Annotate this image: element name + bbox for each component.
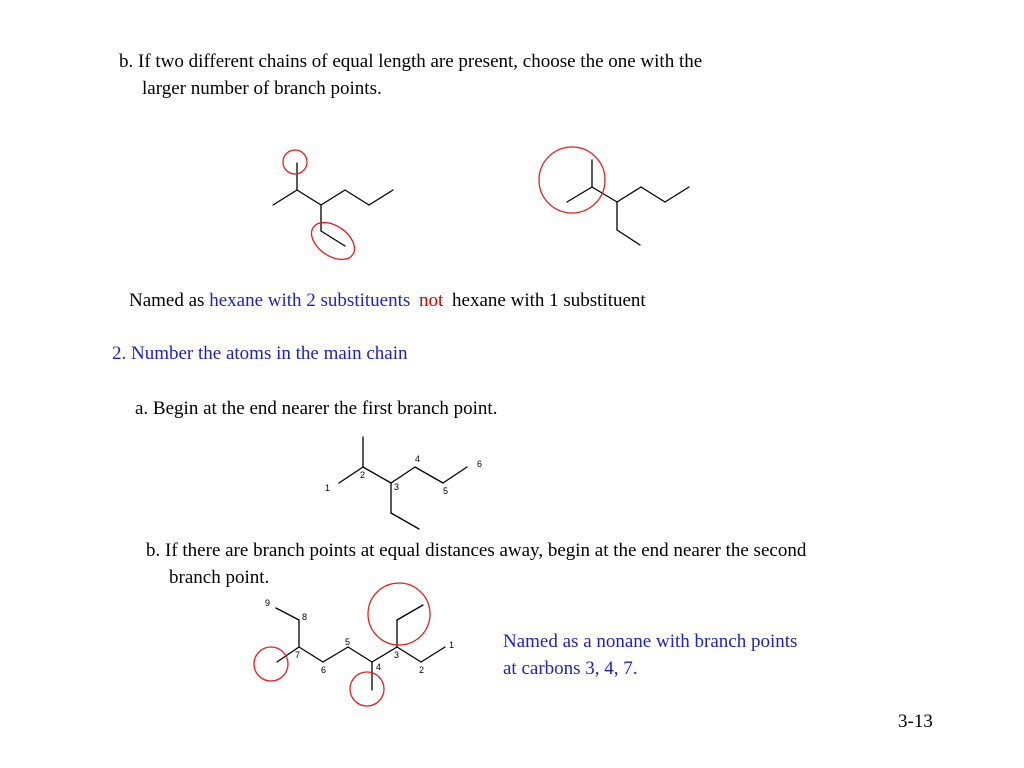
mol4-label-6: 6 xyxy=(321,665,327,675)
highlight-circle-isopropyl xyxy=(539,147,605,213)
mol3-label-3: 3 xyxy=(394,482,400,492)
mol4-label-3: 3 xyxy=(394,650,400,660)
molecule-numbered-hexane xyxy=(325,437,482,529)
mol4-label-4: 4 xyxy=(376,662,382,672)
named-as-suffix: hexane with 1 substituent xyxy=(452,290,646,311)
mol4-label-2: 2 xyxy=(419,665,425,675)
mol4-label-7: 7 xyxy=(295,650,301,660)
highlight-circle-c4-methyl xyxy=(350,672,384,706)
highlight-circle-ethyl xyxy=(305,215,362,267)
nonane-note-line1: Named as a nonane with branch points xyxy=(503,631,798,652)
highlight-circle-methyl xyxy=(283,150,307,174)
highlight-circle-c3-ethyl xyxy=(368,583,430,645)
mol3-label-4: 4 xyxy=(415,454,421,464)
rule-b-chain-choice-line2: larger number of branch points. xyxy=(142,78,382,99)
named-as-prefix: Named as xyxy=(129,290,205,311)
rule-b-chain-choice-line1: b. If two different chains of equal length are present, choose the one with the xyxy=(119,51,703,72)
mol4-label-5: 5 xyxy=(345,637,351,647)
molecule-hexane-two-substituents xyxy=(273,150,393,267)
rule-a-first-branch: a. Begin at the end nearer the first branch point. xyxy=(135,398,498,419)
molecule-hexane-one-substituent xyxy=(539,147,689,245)
mol3-label-2: 2 xyxy=(360,470,366,480)
rule-b-second-branch-line2: branch point. xyxy=(169,567,270,588)
mol3-label-6: 6 xyxy=(477,459,483,469)
mol4-label-1: 1 xyxy=(449,640,455,650)
named-as-not: not xyxy=(419,290,444,311)
rule-b-second-branch-line1: b. If there are branch points at equal distances away, begin at the end nearer the second xyxy=(146,540,807,561)
step-2-heading: 2. Number the atoms in the main chain xyxy=(112,343,408,364)
mol4-label-8: 8 xyxy=(302,612,308,622)
highlight-circle-c7-methyl xyxy=(254,647,288,681)
molecule-numbered-nonane xyxy=(254,583,454,706)
mol3-label-5: 5 xyxy=(443,486,449,496)
nonane-note-line2: at carbons 3, 4, 7. xyxy=(503,658,638,679)
named-as-highlight: hexane with 2 substituents xyxy=(209,290,411,311)
mol4-label-9: 9 xyxy=(265,598,271,608)
mol3-label-1: 1 xyxy=(325,483,331,493)
slide-number: 3-13 xyxy=(898,711,933,732)
